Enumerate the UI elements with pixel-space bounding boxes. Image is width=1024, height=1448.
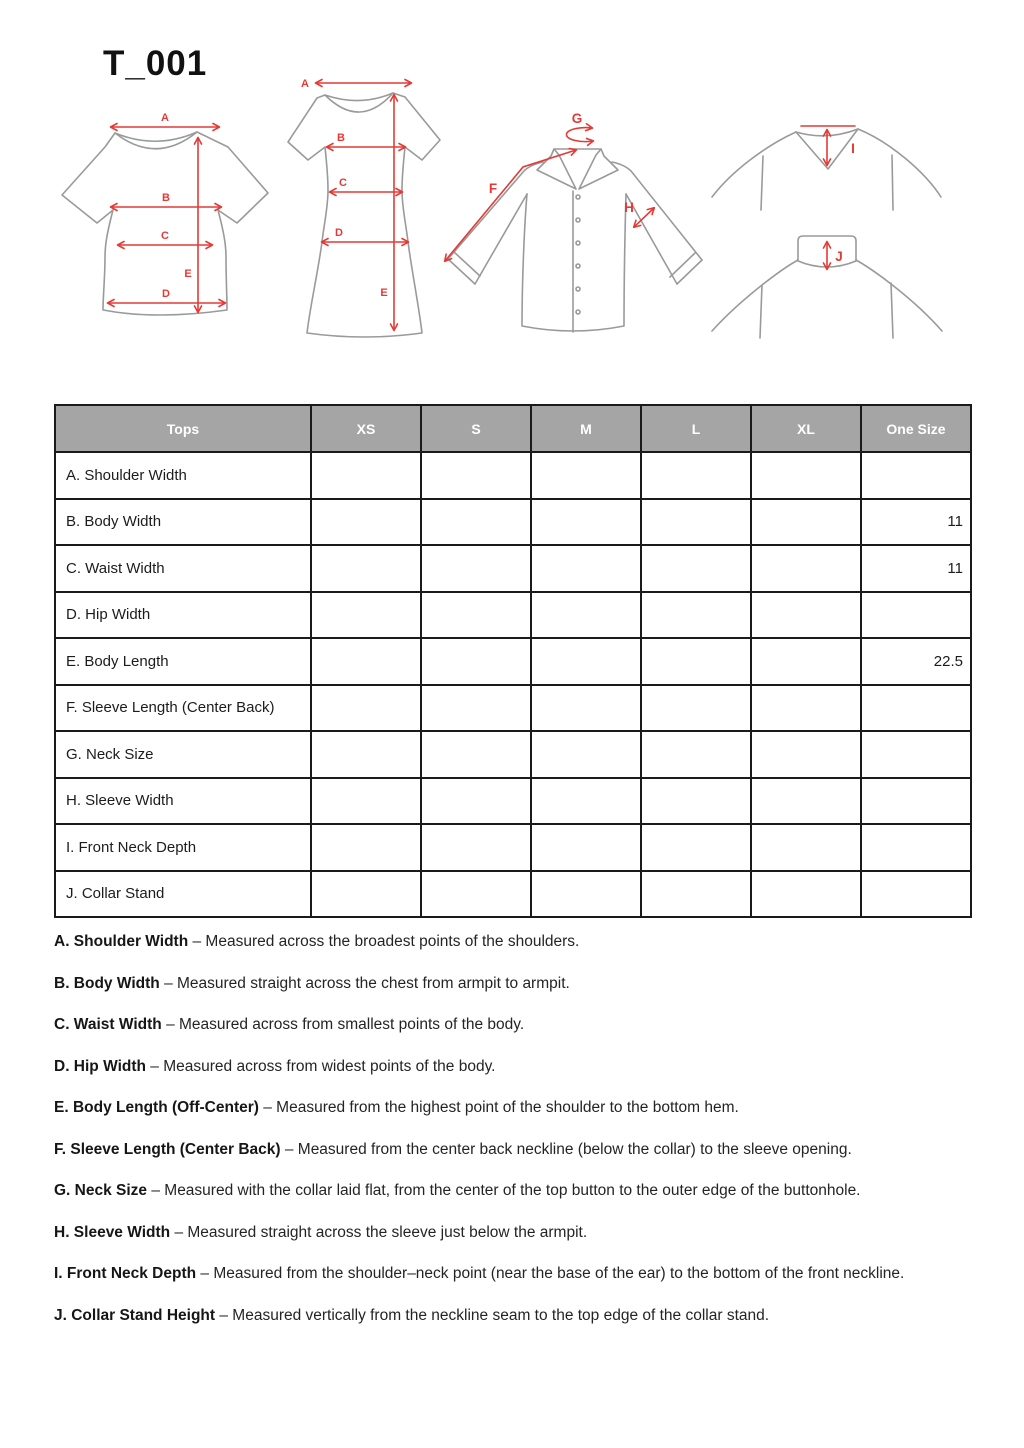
size-value-cell [861, 731, 971, 778]
size-value-cell [311, 592, 421, 639]
column-header-size: XL [751, 405, 861, 452]
definition-description: – Measured across the broadest points of the shoulders. [188, 933, 580, 950]
tshirt-measurement-diagram [55, 105, 280, 340]
measurement-label-cell: H. Sleeve Width [55, 778, 311, 825]
column-header-tops: Tops [55, 405, 311, 452]
size-value-cell [421, 685, 531, 732]
size-value-cell [751, 499, 861, 546]
size-value-cell [641, 685, 751, 732]
size-value-cell [641, 452, 751, 499]
definition-term: H. Sleeve Width [54, 1223, 171, 1241]
size-value-cell [531, 499, 641, 546]
definition-term: I. Front Neck Depth [54, 1265, 197, 1282]
size-value-cell [531, 871, 641, 918]
size-value-cell [751, 592, 861, 639]
neckline-measurement-diagram [705, 110, 950, 345]
size-value-cell [861, 871, 971, 918]
definition-description: – Measured across from smallest points of the body. [161, 1016, 525, 1033]
measurement-label-cell: F. Sleeve Length (Center Back) [55, 685, 311, 732]
arrow-sleeve-length [445, 150, 576, 261]
label-d: D [162, 288, 170, 300]
label-a: A [301, 78, 309, 90]
size-value-cell: 11 [861, 545, 971, 592]
definition-description: – Measured across from widest points of the body. [145, 1057, 496, 1075]
size-value-cell [311, 731, 421, 778]
definition-item [54, 930, 971, 953]
definition-item [54, 972, 971, 995]
table-row [55, 452, 971, 499]
size-value-cell: 22.5 [861, 638, 971, 685]
dress-measure-arrows [301, 78, 411, 330]
size-value-cell [531, 731, 641, 778]
size-value-cell [641, 871, 751, 918]
size-value-cell [641, 824, 751, 871]
size-value-cell [861, 592, 971, 639]
size-value-cell [641, 731, 751, 778]
size-value-cell [861, 778, 971, 825]
definition-item [54, 1096, 971, 1119]
label-f: F [488, 181, 498, 196]
measurement-label-cell: B. Body Width [55, 499, 311, 546]
definition-item [54, 1304, 971, 1327]
definition-term: B. Body Width [54, 974, 160, 992]
dress-measurement-diagram [283, 72, 448, 350]
definition-term: J. Collar Stand Height [54, 1306, 216, 1324]
measurement-label-cell: I. Front Neck Depth [55, 824, 311, 871]
size-value-cell [531, 778, 641, 825]
size-value-cell [641, 545, 751, 592]
definition-term: C. Waist Width [54, 1016, 162, 1033]
table-row [55, 592, 971, 639]
definition-description: – Measured from the shoulder–neck point (near the base of the ear) to the bottom of the front neckline. [196, 1265, 905, 1282]
definition-term: A. Shoulder Width [54, 933, 189, 950]
size-value-cell [531, 545, 641, 592]
label-e: E [380, 287, 388, 299]
definition-description: – Measured with the collar laid flat, from the center of the top button to the outer edge of the buttonhole. [147, 1182, 861, 1199]
column-header-size: L [641, 405, 751, 452]
size-value-cell [311, 778, 421, 825]
size-value-cell [531, 638, 641, 685]
size-value-cell [311, 824, 421, 871]
label-e: E [184, 268, 192, 280]
size-value-cell [311, 545, 421, 592]
size-value-cell [311, 638, 421, 685]
size-value-cell [641, 778, 751, 825]
size-value-cell [751, 778, 861, 825]
table-row [55, 871, 971, 918]
definition-item [54, 1013, 971, 1036]
table-row [55, 778, 971, 825]
size-table-header-row [55, 405, 971, 452]
size-value-cell [751, 824, 861, 871]
definition-term: G. Neck Size [54, 1182, 148, 1199]
size-table [54, 404, 972, 918]
definition-term: D. Hip Width [54, 1057, 146, 1075]
measurement-label-cell: J. Collar Stand [55, 871, 311, 918]
column-header-size: XS [311, 405, 421, 452]
label-h: H [624, 200, 634, 215]
size-value-cell [421, 778, 531, 825]
table-row [55, 638, 971, 685]
definition-term: F. Sleeve Length (Center Back) [54, 1140, 281, 1158]
size-value-cell [421, 499, 531, 546]
size-value-cell [421, 545, 531, 592]
size-value-cell [421, 731, 531, 778]
definition-description: – Measured from the center back neckline (below the collar) to the sleeve opening. [280, 1140, 852, 1158]
label-c: C [161, 230, 169, 242]
shirt-measurement-diagram [440, 105, 705, 345]
size-value-cell [531, 452, 641, 499]
size-value-cell [531, 824, 641, 871]
size-value-cell [531, 685, 641, 732]
size-table-body [55, 452, 971, 917]
label-i: I [851, 141, 855, 156]
size-value-cell [311, 871, 421, 918]
dress-outline [288, 93, 440, 337]
measurement-label-cell: C. Waist Width [55, 545, 311, 592]
measurement-label-cell: E. Body Length [55, 638, 311, 685]
definition-description: – Measured straight across the chest from armpit to armpit. [159, 974, 570, 992]
size-value-cell [641, 499, 751, 546]
label-j: J [835, 249, 843, 264]
size-value-cell [751, 685, 861, 732]
label-g: G [571, 111, 583, 126]
table-row [55, 545, 971, 592]
size-value-cell [311, 499, 421, 546]
size-value-cell [531, 592, 641, 639]
size-value-cell [641, 592, 751, 639]
label-d: D [335, 227, 343, 239]
column-header-size: M [531, 405, 641, 452]
size-value-cell [751, 545, 861, 592]
definition-item [54, 1262, 971, 1285]
shirt-measure-arrows [445, 111, 654, 261]
size-value-cell [861, 824, 971, 871]
label-b: B [162, 192, 170, 204]
size-value-cell [641, 638, 751, 685]
definition-term: E. Body Length (Off-Center) [54, 1099, 259, 1116]
label-c: C [339, 177, 347, 189]
size-value-cell [861, 685, 971, 732]
size-value-cell [751, 452, 861, 499]
label-b: B [337, 132, 345, 144]
size-value-cell [421, 592, 531, 639]
definition-description: – Measured straight across the sleeve just below the armpit. [170, 1223, 588, 1241]
size-value-cell [311, 685, 421, 732]
definition-item [54, 1179, 971, 1202]
size-value-cell: 11 [861, 499, 971, 546]
measurement-label-cell: A. Shoulder Width [55, 452, 311, 499]
definition-item [54, 1221, 971, 1244]
size-value-cell [311, 452, 421, 499]
size-value-cell [751, 638, 861, 685]
table-row [55, 685, 971, 732]
tshirt-measure-arrows [108, 112, 225, 312]
size-value-cell [421, 638, 531, 685]
column-header-size: S [421, 405, 531, 452]
column-header-size: One Size [861, 405, 971, 452]
size-value-cell [751, 871, 861, 918]
page-title: T_001 [103, 44, 208, 83]
definition-description: – Measured from the highest point of the shoulder to the bottom hem. [258, 1099, 739, 1116]
shirt-outline [448, 149, 702, 332]
table-row [55, 731, 971, 778]
definition-item [54, 1055, 971, 1078]
size-value-cell [861, 452, 971, 499]
measurement-label-cell: D. Hip Width [55, 592, 311, 639]
definition-item [54, 1138, 971, 1161]
size-value-cell [421, 452, 531, 499]
measurement-label-cell: G. Neck Size [55, 731, 311, 778]
size-value-cell [421, 871, 531, 918]
table-row [55, 824, 971, 871]
size-value-cell [421, 824, 531, 871]
arrow-neck-size [566, 128, 593, 142]
size-value-cell [751, 731, 861, 778]
definition-description: – Measured vertically from the neckline seam to the top edge of the collar stand. [215, 1306, 770, 1324]
label-a: A [161, 112, 169, 124]
measurement-definitions [54, 930, 971, 1345]
table-row [55, 499, 971, 546]
